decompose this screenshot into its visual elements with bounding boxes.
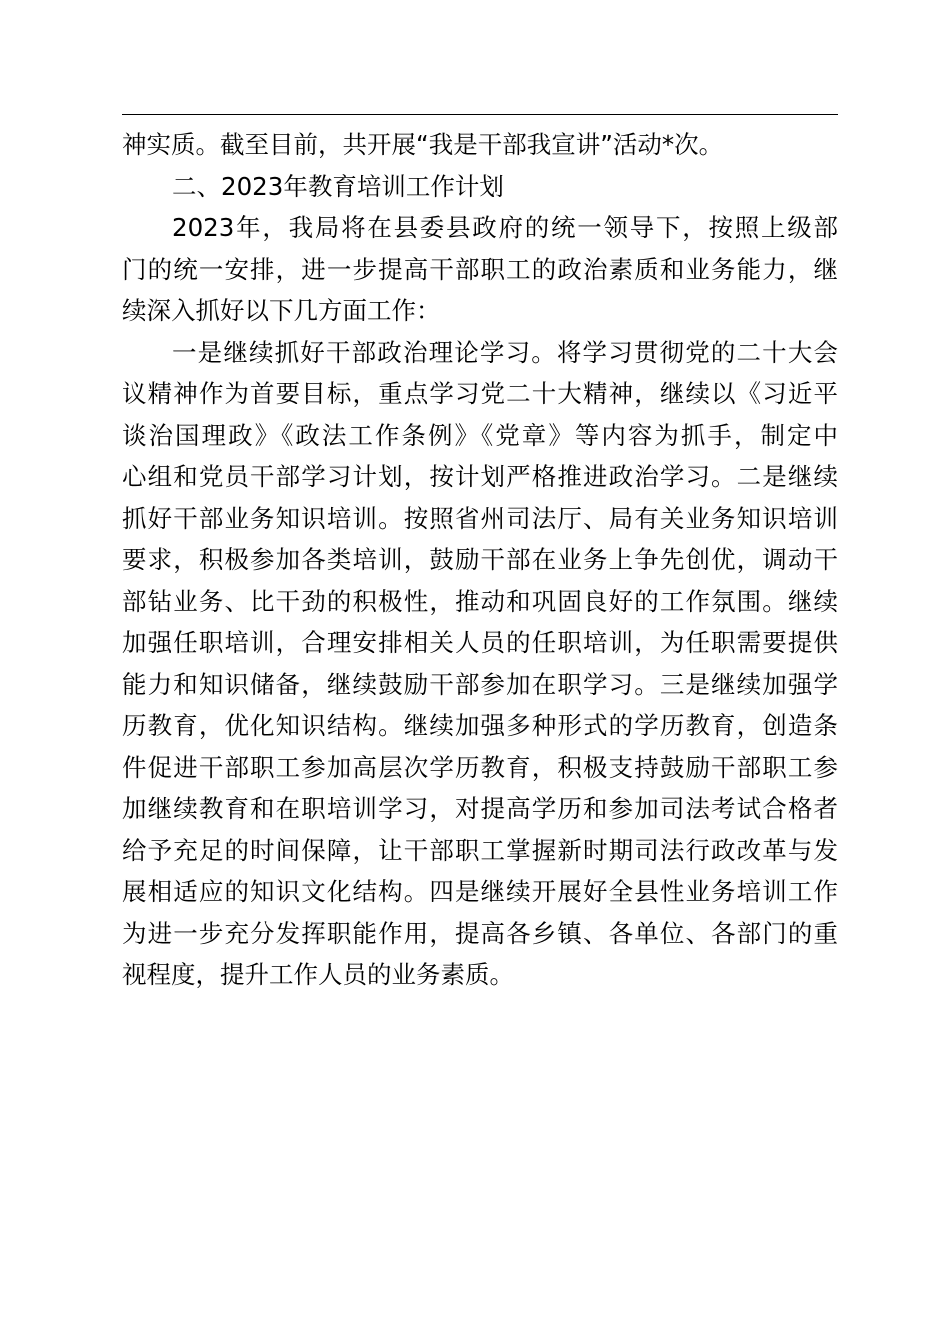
text-line: 门的统一安排，进一步提高干部职工的政治素质和业务能力，继	[122, 254, 838, 284]
text-line: 为进一步充分发挥职能作用，提高各乡镇、各单位、各部门的重	[122, 918, 838, 948]
document-body	[122, 124, 838, 996]
text-line: 加强任职培训，合理安排相关人员的任职培训，为任职需要提供	[122, 628, 838, 657]
text-line: 续深入抓好以下几方面工作：	[122, 296, 441, 325]
section-heading: 二、2023年教育培训工作计划	[172, 171, 504, 201]
text-line: 谈治国理政》《政法工作条例》《党章》等内容为抓手，制定中	[122, 420, 838, 450]
text-line: 视程度，提升工作人员的业务素质。	[122, 960, 514, 989]
header-rule	[122, 114, 838, 115]
text-line: 能力和知识储备，继续鼓励干部参加在职学习。三是继续加强学	[122, 669, 838, 699]
text-line: 展相适应的知识文化结构。四是继续开展好全县性业务培训工作	[122, 877, 838, 906]
text-line: 历教育，优化知识结构。继续加强多种形式的学历教育，创造条	[122, 711, 838, 740]
text-line: 2023年，我局将在县委县政府的统一领导下，按照上级部	[172, 213, 838, 242]
text-line: 给予充足的时间保障，让干部职工掌握新时期司法行政改革与发	[122, 835, 838, 865]
text-line: 抓好干部业务知识培训。按照省州司法厅、局有关业务知识培训	[122, 503, 838, 533]
text-line: 件促进干部职工参加高层次学历教育，积极支持鼓励干部职工参	[122, 752, 838, 782]
text-line: 议精神作为首要目标，重点学习党二十大精神，继续以《习近平	[122, 379, 838, 408]
text-line: 神实质。截至目前，共开展“我是干部我宣讲”活动*次。	[122, 130, 724, 159]
text-line: 一是继续抓好干部政治理论学习。将学习贯彻党的二十大会	[172, 337, 838, 367]
text-line: 加继续教育和在职培训学习，对提高学历和参加司法考试合格者	[122, 794, 838, 823]
text-line: 心组和党员干部学习计划，按计划严格推进政治学习。二是继续	[122, 462, 838, 491]
text-line: 要求，积极参加各类培训，鼓励干部在业务上争先创优，调动干	[122, 545, 838, 574]
text-line: 部钻业务、比干劲的积极性，推动和巩固良好的工作氛围。继续	[122, 586, 838, 616]
